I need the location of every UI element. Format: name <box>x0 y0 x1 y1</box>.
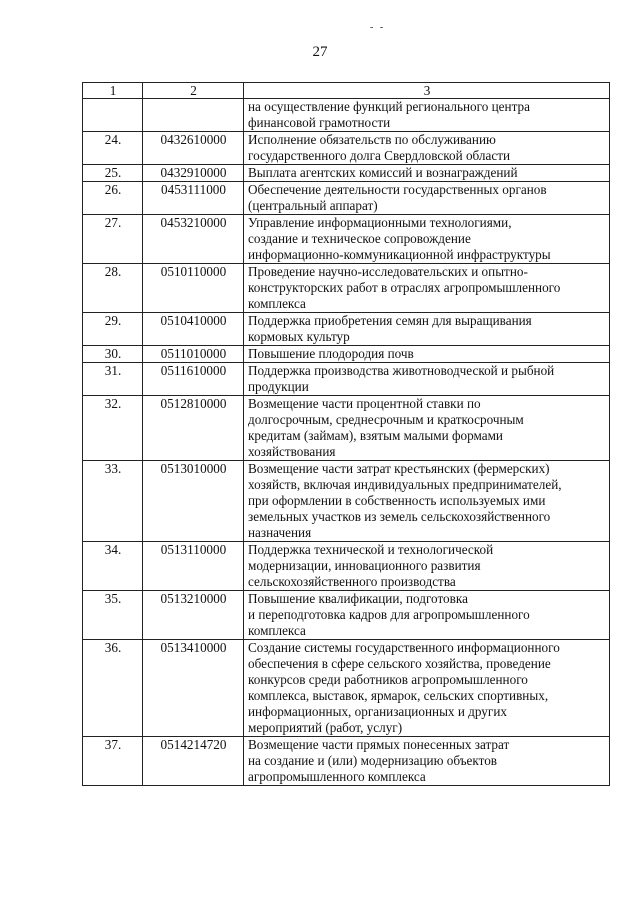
table-row <box>83 264 610 313</box>
table-row <box>83 591 610 640</box>
row-number: 30. <box>83 346 143 363</box>
row-code: 0513010000 <box>143 461 244 542</box>
row-description: Повышение плодородия почв <box>244 346 610 363</box>
table-body <box>83 99 610 786</box>
table-row <box>83 461 610 542</box>
row-description: Выплата агентских комиссий и вознаграждений <box>244 165 610 182</box>
row-number: 35. <box>83 591 143 640</box>
row-number: 36. <box>83 640 143 737</box>
table-row <box>83 165 610 182</box>
row-description: Обеспечение деятельности государственных органов (центральный аппарат) <box>244 182 610 215</box>
table-row <box>83 396 610 461</box>
row-description: Управление информационными технологиями, создание и техническое сопровождение информационно-коммуникационной инфраструктуры <box>244 215 610 264</box>
row-description: Поддержка приобретения семян для выращивания кормовых культур <box>244 313 610 346</box>
table-row <box>83 99 610 132</box>
row-code: 0510410000 <box>143 313 244 346</box>
table-row <box>83 346 610 363</box>
row-number: 31. <box>83 363 143 396</box>
column-header-2: 2 <box>143 83 244 99</box>
row-description: Возмещение части процентной ставки по долгосрочным, среднесрочным и краткосрочным кредитам (займам), взятым малыми формами хозяйствования <box>244 396 610 461</box>
row-description: Проведение научно-исследовательских и опытно- конструкторских работ в отраслях агропромышленного комплекса <box>244 264 610 313</box>
column-header-3: 3 <box>244 83 610 99</box>
row-code: 0453210000 <box>143 215 244 264</box>
row-number: 25. <box>83 165 143 182</box>
row-code: 0511610000 <box>143 363 244 396</box>
row-number: 37. <box>83 737 143 786</box>
row-description: на осуществление функций регионального центра финансовой грамотности <box>244 99 610 132</box>
row-description: Возмещение части затрат крестьянских (фермерских) хозяйств, включая индивидуальных предпринимателей, при оформлении в собственность используемых ими земельных участков из земель сельскохозяйственного назначения <box>244 461 610 542</box>
budget-codes-table <box>82 82 610 786</box>
row-number: 27. <box>83 215 143 264</box>
row-code: 0513110000 <box>143 542 244 591</box>
table-row <box>83 640 610 737</box>
row-code: 0510110000 <box>143 264 244 313</box>
column-header-1: 1 <box>83 83 143 99</box>
table-row <box>83 542 610 591</box>
table-header-row <box>83 83 610 99</box>
row-number: 32. <box>83 396 143 461</box>
row-description: Исполнение обязательств по обслуживанию государственного долга Свердловской области <box>244 132 610 165</box>
row-number: 24. <box>83 132 143 165</box>
row-number: 33. <box>83 461 143 542</box>
table-row <box>83 737 610 786</box>
row-code: 0513210000 <box>143 591 244 640</box>
table-row <box>83 215 610 264</box>
row-code: 0432610000 <box>143 132 244 165</box>
row-description: Поддержка производства животноводческой и рыбной продукции <box>244 363 610 396</box>
row-code: 0514214720 <box>143 737 244 786</box>
table-row <box>83 313 610 346</box>
row-code <box>143 99 244 132</box>
table-row <box>83 182 610 215</box>
row-description: Создание системы государственного информационного обеспечения в сфере сельского хозяйства, проведение конкурсов среди работников агропромышленного комплекса, выставок, ярмарок, сельских спортивных, информационных, организационных и других мероприятий (работ, услуг) <box>244 640 610 737</box>
table-row <box>83 132 610 165</box>
row-number: 34. <box>83 542 143 591</box>
row-number: 29. <box>83 313 143 346</box>
row-code: 0453111000 <box>143 182 244 215</box>
table-row <box>83 363 610 396</box>
row-code: 0432910000 <box>143 165 244 182</box>
row-description: Поддержка технической и технологической модернизации, инновационного развития сельскохозяйственного производства <box>244 542 610 591</box>
row-description: Возмещение части прямых понесенных затрат на создание и (или) модернизацию объектов агропромышленного комплекса <box>244 737 610 786</box>
row-number: 26. <box>83 182 143 215</box>
row-code: 0513410000 <box>143 640 244 737</box>
row-code: 0511010000 <box>143 346 244 363</box>
row-code: 0512810000 <box>143 396 244 461</box>
row-description: Повышение квалификации, подготовка и переподготовка кадров для агропромышленного комплекса <box>244 591 610 640</box>
row-number: 28. <box>83 264 143 313</box>
page-number: 27 <box>312 44 328 60</box>
row-number <box>83 99 143 132</box>
top-mark: - - <box>370 22 386 33</box>
